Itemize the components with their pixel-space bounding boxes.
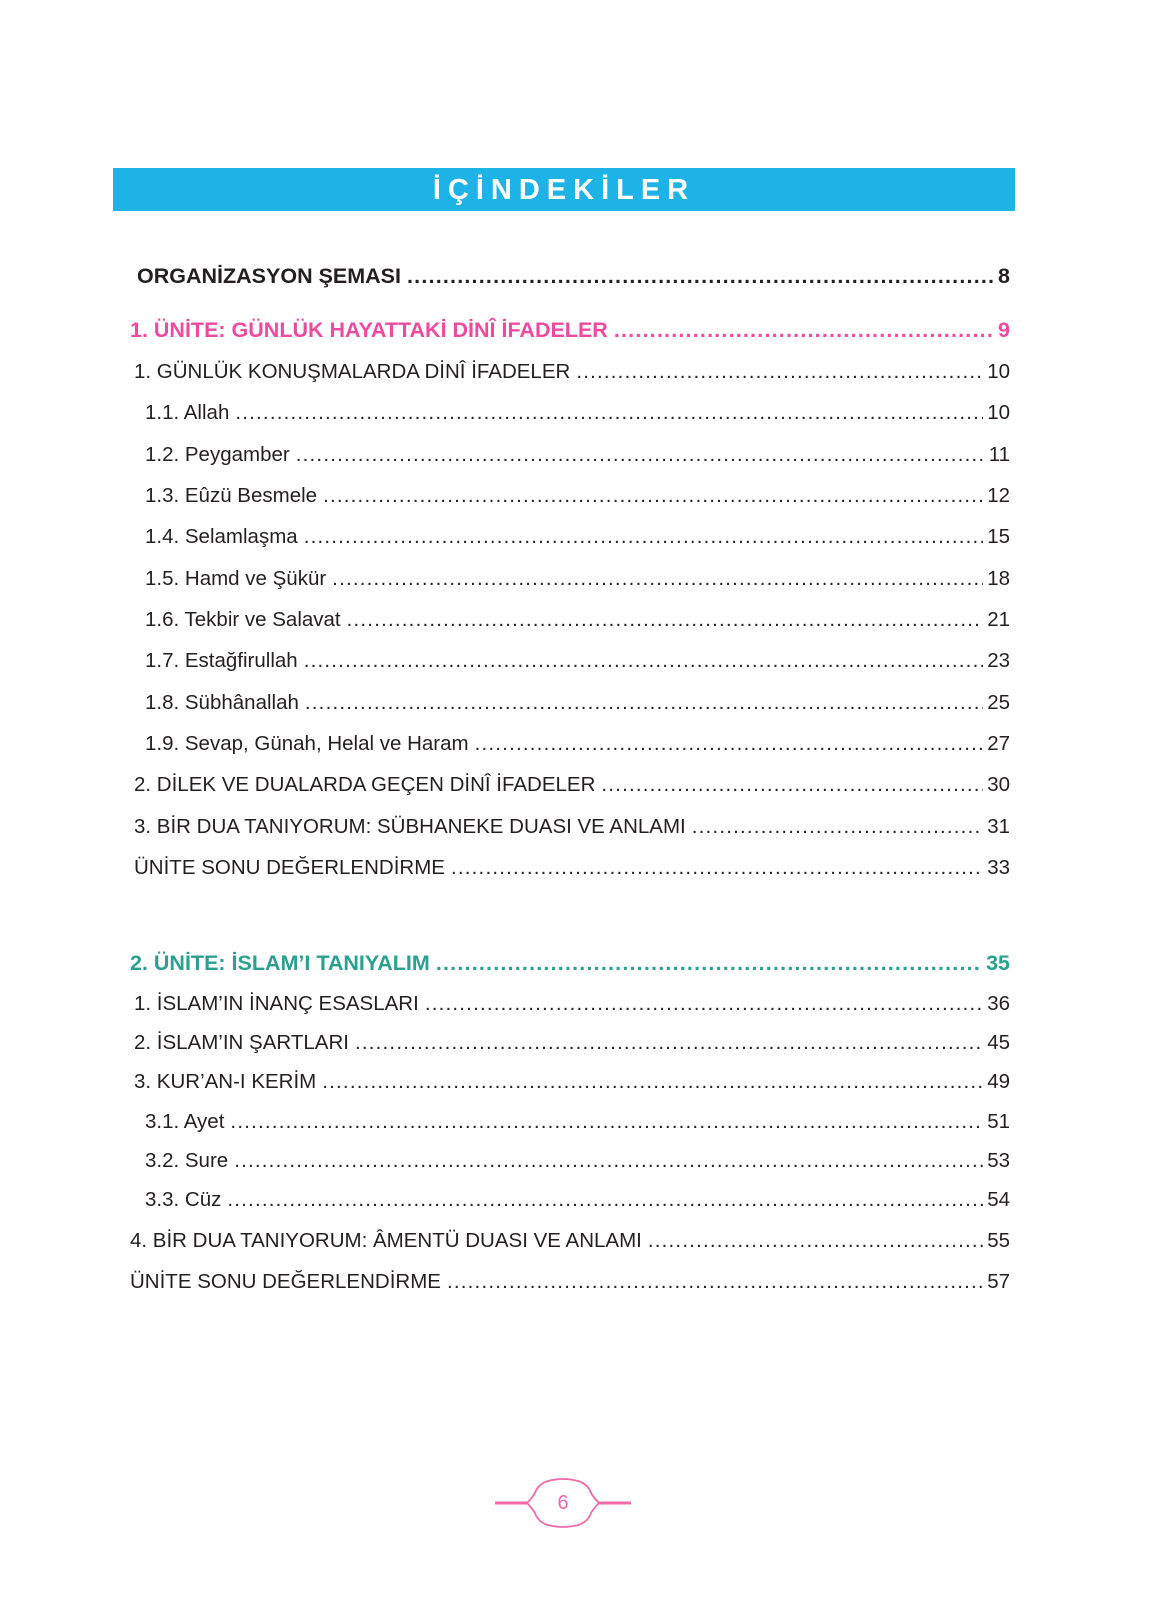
dot-leader bbox=[304, 649, 983, 673]
toc-entry-page: 10 bbox=[987, 360, 1010, 383]
toc-entry-label: 2. DİLEK VE DUALARDA GEÇEN DİNÎ İFADELER bbox=[134, 773, 596, 796]
toc-entry-unit-1-review[interactable] bbox=[134, 856, 1010, 880]
toc-entry-label: 1.6. Tekbir ve Salavat bbox=[145, 608, 341, 631]
dot-leader bbox=[451, 856, 983, 880]
toc-entry-label: 1.7. Estağfirullah bbox=[145, 649, 298, 672]
toc-entry-label: 1. İSLAM’IN İNANÇ ESASLARI bbox=[134, 992, 419, 1015]
dot-leader bbox=[576, 360, 983, 384]
toc-entry-page: 15 bbox=[987, 525, 1010, 548]
toc-entry-label: 1.5. Hamd ve Şükür bbox=[145, 567, 327, 590]
toc-entry-label: 1. GÜNLÜK KONUŞMALARDA DİNÎ İFADELER bbox=[134, 360, 571, 383]
dot-leader bbox=[436, 951, 982, 976]
toc-title: İÇİNDEKİLER bbox=[113, 168, 1015, 211]
toc-entry-unit-2-section-3[interactable] bbox=[134, 1070, 1010, 1094]
toc-entry-page: 25 bbox=[987, 691, 1010, 714]
toc-entry-page: 8 bbox=[998, 264, 1010, 288]
dot-leader bbox=[601, 773, 983, 797]
dot-leader bbox=[296, 443, 985, 467]
dot-leader bbox=[347, 608, 984, 632]
toc-entry-label: 3. BİR DUA TANIYORUM: SÜBHANEKE DUASI VE ANLAMI bbox=[134, 815, 686, 838]
toc-entry-section-2[interactable] bbox=[134, 773, 1010, 797]
toc-entry-page: 10 bbox=[987, 401, 1010, 424]
toc-entry-1-1[interactable] bbox=[145, 401, 1010, 425]
toc-entry-section-3[interactable] bbox=[134, 815, 1010, 839]
dot-leader bbox=[447, 1270, 983, 1294]
toc-entry-label: 1.9. Sevap, Günah, Helal ve Haram bbox=[145, 732, 469, 755]
toc-entry-unit-2-section-1[interactable] bbox=[134, 992, 1010, 1016]
toc-entry-label: ORGANİZASYON ŞEMASI bbox=[137, 264, 401, 288]
toc-entry-page: 27 bbox=[987, 732, 1010, 755]
toc-entry-page: 35 bbox=[986, 951, 1010, 975]
dot-leader bbox=[332, 567, 983, 591]
toc-entry-3-2[interactable] bbox=[145, 1149, 1010, 1173]
toc-entry-label: 1.3. Eûzü Besmele bbox=[145, 484, 318, 507]
toc-entry-label: 1.2. Peygamber bbox=[145, 443, 290, 466]
dot-leader bbox=[355, 1031, 983, 1055]
dot-leader bbox=[227, 1188, 983, 1212]
dot-leader bbox=[230, 1110, 983, 1134]
page-number-ornament bbox=[495, 1478, 631, 1528]
toc-entry-3-3[interactable] bbox=[145, 1188, 1010, 1212]
toc-entry-label: 3.2. Sure bbox=[145, 1149, 229, 1172]
toc-entry-page: 53 bbox=[987, 1149, 1010, 1172]
toc-entry-page: 36 bbox=[987, 992, 1010, 1015]
dot-leader bbox=[648, 1229, 983, 1253]
toc-entry-page: 49 bbox=[987, 1070, 1010, 1093]
toc-entry-label: 1.4. Selamlaşma bbox=[145, 525, 298, 548]
toc-entry-label: 3.3. Cüz bbox=[145, 1188, 222, 1211]
dot-leader bbox=[323, 484, 983, 508]
toc-entry-label: 1. ÜNİTE: GÜNLÜK HAYATTAKİ DİNÎ İFADELER bbox=[130, 318, 608, 342]
toc-entry-unit-1[interactable] bbox=[130, 318, 1010, 343]
toc-entry-1-6[interactable] bbox=[145, 608, 1010, 632]
toc-entry-1-7[interactable] bbox=[145, 649, 1010, 673]
dot-leader bbox=[475, 732, 984, 756]
toc-entry-page: 57 bbox=[987, 1270, 1010, 1293]
toc-entry-unit-2-section-2[interactable] bbox=[134, 1031, 1010, 1055]
toc-entry-1-3[interactable] bbox=[145, 484, 1010, 508]
dot-leader bbox=[614, 318, 994, 343]
toc-entry-1-9[interactable] bbox=[145, 732, 1010, 756]
dot-leader bbox=[305, 691, 983, 715]
toc-entry-page: 45 bbox=[987, 1031, 1010, 1054]
dot-leader bbox=[235, 401, 983, 425]
toc-entry-page: 30 bbox=[987, 773, 1010, 796]
toc-entry-page: 12 bbox=[987, 484, 1010, 507]
toc-entry-page: 54 bbox=[987, 1188, 1010, 1211]
toc-entry-1-8[interactable] bbox=[145, 691, 1010, 715]
toc-entry-section-1[interactable] bbox=[134, 360, 1010, 384]
toc-entry-label: 2. ÜNİTE: İSLAM’I TANIYALIM bbox=[130, 951, 430, 975]
toc-entry-label: ÜNİTE SONU DEĞERLENDİRME bbox=[130, 1270, 441, 1293]
toc-entry-page: 21 bbox=[987, 608, 1010, 631]
dot-leader bbox=[692, 815, 983, 839]
toc-entry-page: 31 bbox=[987, 815, 1010, 838]
dot-leader bbox=[234, 1149, 983, 1173]
toc-entry-unit-2-review[interactable] bbox=[130, 1270, 1010, 1294]
toc-entry-label: ÜNİTE SONU DEĞERLENDİRME bbox=[134, 856, 445, 879]
page-number: 6 bbox=[557, 1492, 569, 1514]
toc-entry-page: 51 bbox=[987, 1110, 1010, 1133]
toc-entry-label: 4. BİR DUA TANIYORUM: ÂMENTÜ DUASI VE ANLAMI bbox=[130, 1229, 642, 1252]
toc-entry-1-5[interactable] bbox=[145, 567, 1010, 591]
dot-leader bbox=[304, 525, 984, 549]
toc-entry-label: 3.1. Ayet bbox=[145, 1110, 225, 1133]
toc-entry-3-1[interactable] bbox=[145, 1110, 1010, 1134]
toc-entry-label: 3. KUR’AN-I KERİM bbox=[134, 1070, 317, 1093]
toc-entry-organization[interactable] bbox=[137, 264, 1010, 289]
toc-entry-page: 18 bbox=[987, 567, 1010, 590]
toc-entry-label: 2. İSLAM’IN ŞARTLARI bbox=[134, 1031, 349, 1054]
toc-entry-unit-2-section-4[interactable] bbox=[130, 1229, 1010, 1253]
toc-entry-unit-2[interactable] bbox=[130, 951, 1010, 976]
toc-entry-label: 1.1. Allah bbox=[145, 401, 230, 424]
toc-entry-page: 55 bbox=[987, 1229, 1010, 1252]
toc-entry-page: 23 bbox=[987, 649, 1010, 672]
dot-leader bbox=[407, 264, 994, 289]
toc-entry-label: 1.8. Sübhânallah bbox=[145, 691, 299, 714]
dot-leader bbox=[322, 1070, 983, 1094]
dot-leader bbox=[425, 992, 983, 1016]
toc-entry-page: 11 bbox=[988, 443, 1010, 466]
toc-entry-page: 33 bbox=[987, 856, 1010, 879]
toc-entry-page: 9 bbox=[998, 318, 1010, 342]
toc-entry-1-4[interactable] bbox=[145, 525, 1010, 549]
toc-entry-1-2[interactable] bbox=[145, 443, 1010, 467]
